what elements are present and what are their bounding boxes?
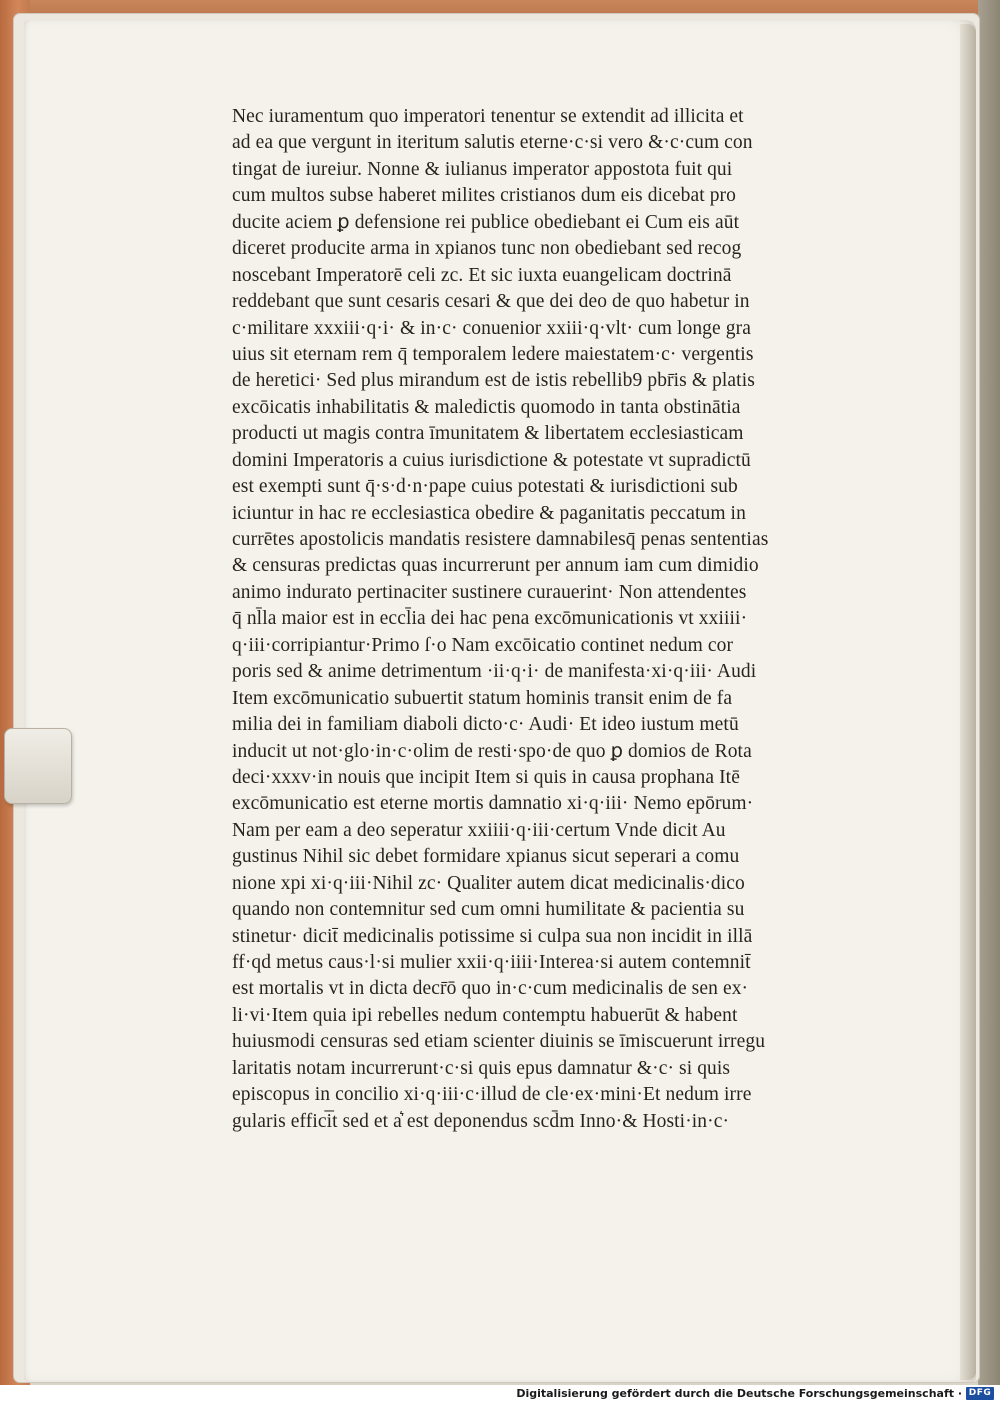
text-block (232, 104, 857, 1135)
text-line: ff·qd metus caus·l·si mulier xxii·q·iiii·Interea·si autem contemnit̄ (232, 952, 751, 973)
text-line: est mortalis vt in dicta decr̄ō quo in·c·cum medicinalis de sen ex· (232, 978, 749, 1000)
text-line: c·militare xxxiii·q·i· & in·c· conuenior xxiii·q·vlt· cum longe gra (232, 317, 751, 339)
text-line: Item excōmunicatio subuertit statum hominis transit enim de fa (232, 687, 733, 709)
text-line: nione xpi xi·q·iii·Nihil zc· Qualiter autem dicat medicinalis·dico (232, 872, 745, 894)
text-line: cum multos subse haberet milites cristianos dum eis dicebat pro (232, 185, 736, 207)
text-line: milia dei in familiam diaboli dicto·c· Audi· Et ideo iustum metū (232, 714, 739, 736)
text-line: domini Imperatoris a cuius iurisdictione & potestate vt supradictū (232, 449, 751, 471)
text-line: iciuntur in hac re ecclesiastica obedire & paganitatis peccatum in (232, 502, 746, 524)
page-edge (960, 24, 976, 1380)
cover-right-edge (978, 0, 1000, 1385)
page-marker-tab (4, 728, 72, 804)
dfg-logo (966, 1387, 994, 1400)
text-line: noscebant Imperatorē celi zc. Et sic iuxta euangelicam doctrinā (232, 264, 732, 286)
text-line: tingat de iureiur. Nonne & iulianus imperator appostota fuit qui (232, 158, 733, 180)
text-line: gularis effici̅t sed et a͛ est deponendus scd̄m Inno·& Hosti·in·c· (232, 1110, 730, 1132)
text-line: quando non contemnitur sed cum omni humilitate & pacientia su (232, 899, 745, 921)
text-line: gustinus Nihil sic debet formidare xpianus sicut seperari a comu (232, 846, 740, 868)
text-line: episcopus in concilio xi·q·iii·c·illud de cle·ex·mini·Et nedum irre (232, 1084, 752, 1106)
text-line: ad ea que vergunt in iteritum salutis eterne·c·si vero &·c·cum con (232, 132, 753, 154)
dfg-logo-text: DFG (968, 1388, 992, 1398)
text-line: & censuras predictas quas incurrerunt per annum iam cum dimidio (232, 555, 759, 577)
text-line: q·iii·corripiantur·Primo ſ·o Nam excōicatio continet nedum cor (232, 634, 734, 656)
text-line: est exempti sunt q̄·s·d·n·pape cuius potestati & iurisdictioni sub (232, 476, 738, 498)
text-line: producti ut magis contra īmunitatem & libertatem ecclesiasticam (232, 423, 744, 445)
text-line: huiusmodi censuras sed etiam scienter diuinis se īmiscuerunt irregu (232, 1031, 766, 1053)
footer-credit: Digitalisierung gefördert durch die Deutsche Forschungsgemeinschaft · (516, 1387, 962, 1400)
text-line: ducite aciem ꝑ defensione rei publice obediebant ei Cum eis aūt (232, 211, 740, 233)
text-line: inducit ut not·glo·in·c·olim de resti·spo·de quo ꝑ domios de Rota (232, 740, 752, 762)
text-line: animo indurato pertinaciter sustinere curauerint· Non attendentes (232, 581, 747, 603)
text-line: currētes apostolicis mandatis resistere damnabilesq̄ penas sententias (232, 529, 769, 550)
text-line: poris sed & anime detrimentum ·ii·q·i· de manifesta·xi·q·iii· Audi (232, 661, 757, 683)
text-line: diceret producite arma in xpianos tunc non obediebant sed recog (232, 238, 742, 260)
text-line: Nam per eam a deo seperatur xxiiii·q·iii·certum Vnde dicit Au (232, 819, 726, 841)
text-line: li·vi·Item quia ipi rebelles nedum contemptu habuerūt & habent (232, 1004, 738, 1026)
footer-bar (0, 1385, 1000, 1402)
text-line: q̄ nl̄la maior est in eccl̄ia dei hac pena excōmunicationis vt xxiiii· (232, 608, 748, 630)
text-line: excōicatis inhabilitatis & maledictis quomodo in tanta obstinātia (232, 396, 741, 418)
text-line: deci·xxxv·in nouis que incipit Item si quis in causa prophana Itē (232, 766, 740, 788)
text-line: stinetur· dicit̄ medicinalis potissime si culpa sua non incidit in illā (232, 925, 753, 947)
text-line: Nec iuramentum quo imperatori tenentur se extendit ad illicita et (232, 106, 744, 127)
text-line: laritatis notam incurrerunt·c·si quis epus damnatur &·c· si quis (232, 1057, 731, 1079)
text-line: de heretici· Sed plus mirandum est de istis rebellib9 pbr̄is & platis (232, 370, 755, 392)
text-line: uius sit eternam rem q̄ temporalem ledere maiestatem·c· vergentis (232, 343, 754, 365)
text-line: reddebant que sunt cesaris cesari & que dei deo de quo habetur in (232, 291, 750, 313)
text-line: excōmunicatio est eterne mortis damnatio xi·q·iii· Nemo epōrum· (232, 793, 754, 815)
